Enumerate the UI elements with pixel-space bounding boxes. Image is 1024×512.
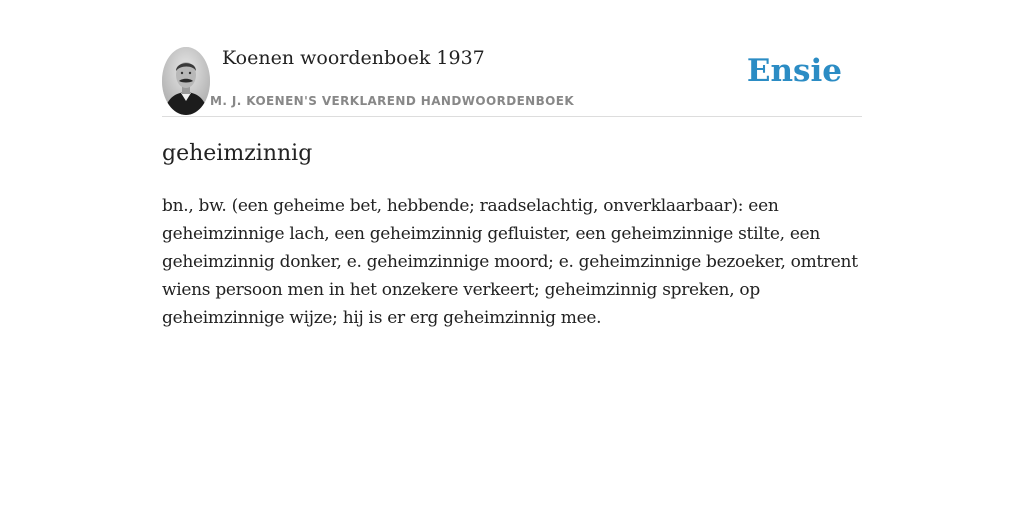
portrait-icon [162,47,210,115]
author-portrait [162,47,210,115]
brand-logo-link[interactable]: Ensie [746,53,842,89]
entry-definition: bn., bw. (een geheime bet, hebbende; raadselachtig, onverklaarbaar): een geheimzinnige lach, een geheimzinnig gefluister, een geheimzinnige stilte, een geheimzinnig donker, e. geheimzinnige moord; e. geheimzinnige bezoeker, omtrent wiens persoon men in het onzekere verkeert; geheimzinnig spreken, op geheimzinnige wijze; hij is er erg geheimzinnig mee. [162,196,858,328]
entry-headword: geheimzinnig [162,141,313,166]
site-subtitle: M. J. KOENEN'S VERKLAREND HANDWOORDENBOEK [210,94,575,108]
header [162,46,862,117]
site-title[interactable]: Koenen woordenboek 1937 [222,47,485,69]
